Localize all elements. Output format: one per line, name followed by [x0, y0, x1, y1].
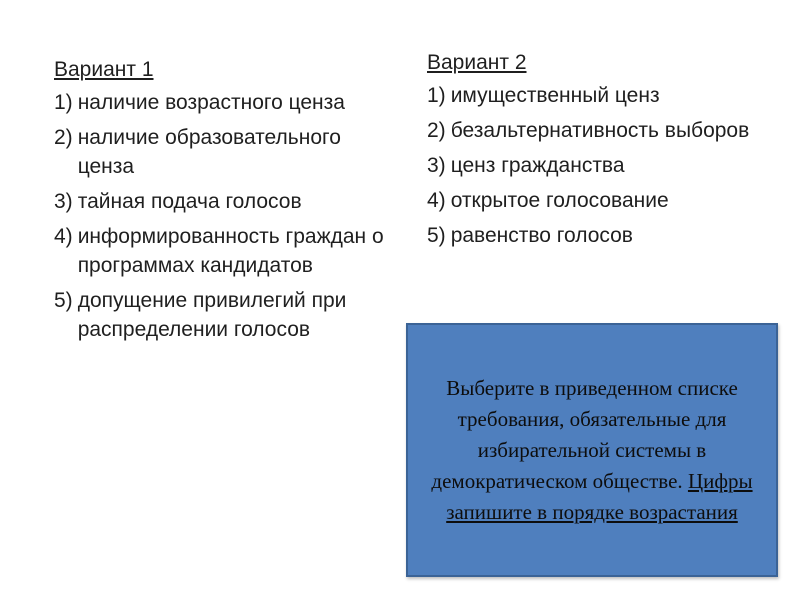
item-text: информированность граждан о программах кандидатов: [77, 225, 384, 277]
item-number: 1): [54, 91, 73, 114]
item-number: 4): [427, 189, 446, 212]
item-text: безальтернативность выборов: [450, 119, 750, 142]
variant-2-list: [427, 81, 757, 250]
list-item: [427, 116, 757, 145]
variant-1-column: [54, 55, 384, 350]
item-text: имущественный ценз: [450, 84, 660, 107]
list-item: [54, 222, 384, 280]
item-number: 2): [54, 126, 73, 149]
list-item: [54, 88, 384, 117]
variant-1-title: Вариант 1: [54, 58, 154, 81]
item-number: 2): [427, 119, 446, 142]
item-text: равенство голосов: [450, 224, 633, 247]
variant-1-list: [54, 88, 384, 344]
list-item: [54, 123, 384, 181]
item-text: ценз гражданства: [450, 154, 625, 177]
item-number: 1): [427, 84, 446, 107]
list-item: [427, 151, 757, 180]
list-item: [427, 186, 757, 215]
item-text: открытое голосование: [450, 189, 669, 212]
list-item: [427, 221, 757, 250]
instruction-underlined-text: Цифры запишите в порядке возрастания: [446, 468, 753, 524]
instruction-text-block: [422, 373, 762, 528]
item-number: 3): [427, 154, 446, 177]
item-number: 5): [54, 289, 73, 312]
item-text: наличие возрастного ценза: [77, 91, 345, 114]
list-item: [54, 286, 384, 344]
instruction-box: [406, 323, 778, 577]
list-item: [54, 187, 384, 216]
item-number: 3): [54, 190, 73, 213]
item-text: наличие образовательного ценза: [77, 126, 341, 178]
instruction-text: Выберите в приведенном списке требования, обязательные для избирательной системы в демократическом обществе.: [431, 375, 738, 493]
list-item: [427, 81, 757, 110]
variant-2-title: Вариант 2: [427, 51, 527, 74]
item-text: допущение привилегий при распределении голосов: [77, 289, 347, 341]
item-number: 4): [54, 225, 73, 248]
variant-2-column: [427, 48, 757, 256]
item-text: тайная подача голосов: [77, 190, 302, 213]
item-number: 5): [427, 224, 446, 247]
